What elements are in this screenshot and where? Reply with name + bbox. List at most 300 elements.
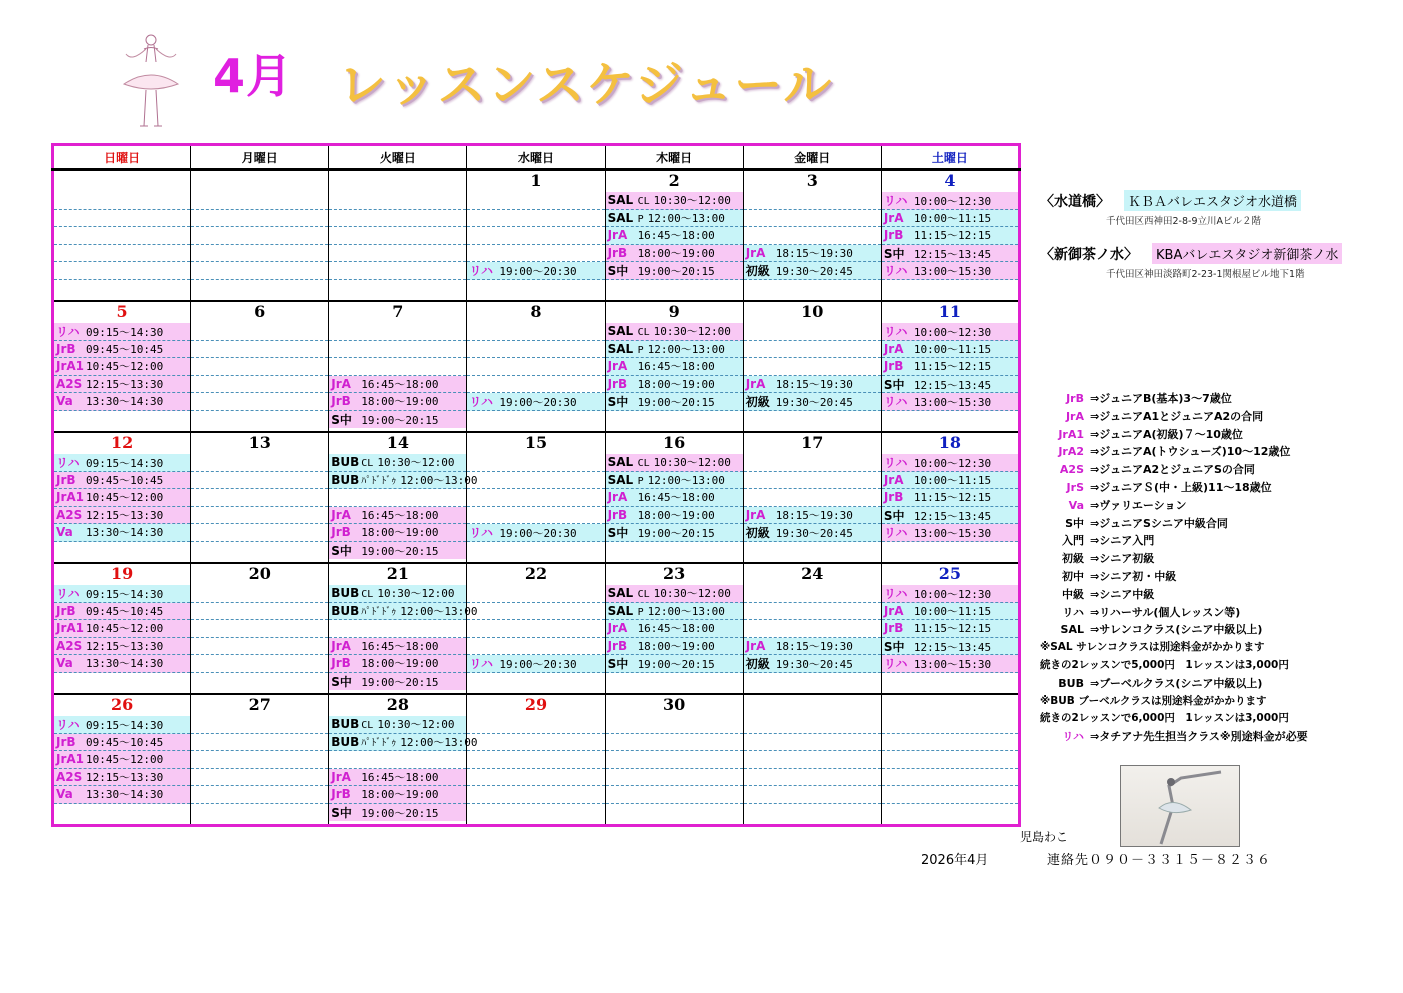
class-code: A2S xyxy=(56,507,83,522)
legend-code: 初級 xyxy=(1062,552,1084,566)
time-slot xyxy=(54,786,190,804)
time-slot xyxy=(882,245,1018,263)
day-cell xyxy=(329,694,478,826)
time-slot xyxy=(191,472,328,490)
legend-description: ※SAL サレンコクラスは別途料金がかかります xyxy=(1040,641,1265,654)
time-slot xyxy=(191,262,328,280)
class-code: A2S xyxy=(56,376,83,391)
class-time: 12:15～13:30 xyxy=(86,770,164,784)
time-slot xyxy=(467,393,604,411)
time-slot xyxy=(467,507,604,525)
class-code: リハ xyxy=(56,718,80,732)
time-slot xyxy=(54,734,190,752)
class-code: リハ xyxy=(883,194,908,208)
time-slot xyxy=(191,734,328,752)
legend-row xyxy=(1040,461,1370,479)
class-time: 19:00～20:30 xyxy=(499,658,577,671)
time-slot xyxy=(744,245,881,263)
time-slot xyxy=(467,280,604,298)
time-slot xyxy=(467,358,604,376)
class-time: 18:15～19:30 xyxy=(775,639,853,653)
class-time: 10:30～12:00 xyxy=(377,718,455,731)
studio-info xyxy=(1040,190,1301,227)
time-slot xyxy=(54,210,190,228)
class-subtype: CL xyxy=(637,458,650,469)
time-slot xyxy=(329,341,466,359)
class-time: 10:00～12:30 xyxy=(913,588,992,601)
class-time: 19:00～20:30 xyxy=(499,396,577,409)
weekday-header: 日曜日 xyxy=(53,145,191,170)
class-code: JrA xyxy=(607,359,628,373)
day-cell xyxy=(467,170,605,302)
time-slot xyxy=(606,655,743,673)
time-slot xyxy=(329,786,466,804)
class-code: JrA1 xyxy=(56,490,85,504)
week-row xyxy=(53,170,1020,302)
time-slot xyxy=(191,454,328,472)
time-slot xyxy=(606,393,743,411)
time-slot xyxy=(606,489,743,507)
time-slot xyxy=(744,786,881,804)
class-time: 10:30～12:00 xyxy=(377,456,455,469)
class-code: JrA xyxy=(331,507,351,522)
time-slot xyxy=(54,472,190,490)
class-subtype: CL xyxy=(637,589,650,600)
class-time: 12:00～13:00 xyxy=(647,473,725,487)
legend-row xyxy=(1040,639,1370,657)
time-slot xyxy=(467,376,604,394)
legend-code: リハ xyxy=(1062,730,1084,744)
time-slot xyxy=(467,341,604,359)
class-code: JrA xyxy=(331,769,351,784)
legend-code: Va xyxy=(1068,498,1084,512)
legend-description: ※BUB ブーベルクラスは別途料金がかかります xyxy=(1040,694,1267,707)
time-slot xyxy=(606,603,743,621)
class-subtype: ﾊﾟﾄﾞﾄﾞｩ xyxy=(361,475,397,487)
class-time: 12:15～13:45 xyxy=(913,640,992,654)
class-code: Va xyxy=(56,656,73,670)
time-slot xyxy=(54,411,190,429)
day-cell xyxy=(191,432,329,563)
time-slot xyxy=(882,769,1018,787)
time-slot xyxy=(882,489,1018,507)
class-code: JrB xyxy=(883,621,904,635)
class-time: 18:00～19:00 xyxy=(361,788,439,801)
time-slot xyxy=(54,603,190,621)
class-subtype: P xyxy=(637,344,644,356)
studio-badge: 〈新御茶ノ水〉 xyxy=(1040,247,1138,263)
day-number: 25 xyxy=(938,564,962,583)
issue-date: 2026年4月 xyxy=(921,853,989,868)
month-title: 4月 xyxy=(213,49,294,103)
class-time: 09:45～10:45 xyxy=(86,735,164,749)
class-time: 13:30～14:30 xyxy=(86,788,164,801)
class-code: JrB xyxy=(331,525,351,539)
time-slot xyxy=(606,751,743,769)
time-slot xyxy=(882,734,1018,752)
time-slot xyxy=(744,734,881,752)
class-code: S中 xyxy=(331,805,352,820)
class-time: 19:00～20:15 xyxy=(637,527,715,540)
time-slot xyxy=(329,673,466,691)
day-number: 19 xyxy=(110,564,134,583)
time-slot xyxy=(467,716,604,734)
class-code: JrA1 xyxy=(56,752,85,766)
class-code: JrA xyxy=(883,341,904,356)
time-slot xyxy=(744,393,881,411)
class-subtype: CL xyxy=(361,458,374,469)
time-slot xyxy=(882,472,1018,490)
class-subtype: CL xyxy=(637,327,650,338)
class-subtype: CL xyxy=(361,589,374,600)
legend-code: 中級 xyxy=(1062,587,1084,601)
day-number: 10 xyxy=(801,302,824,321)
class-time: 09:45～10:45 xyxy=(86,473,164,487)
class-code: Va xyxy=(56,787,73,801)
class-code: リハ xyxy=(883,657,908,671)
time-slot xyxy=(882,673,1018,691)
day-cell xyxy=(53,170,191,302)
class-code: リハ xyxy=(469,264,494,278)
class-code: リハ xyxy=(469,526,494,540)
time-slot xyxy=(467,262,604,280)
class-time: 19:30～20:45 xyxy=(775,658,853,671)
class-code: BUB xyxy=(331,603,360,618)
legend-row xyxy=(1040,586,1370,604)
studio-badge: 〈水道橋〉 xyxy=(1040,194,1110,210)
time-slot xyxy=(882,585,1018,603)
week-row xyxy=(53,301,1020,432)
time-slot xyxy=(329,376,466,394)
time-slot xyxy=(329,734,478,752)
time-slot xyxy=(329,716,466,734)
day-cell xyxy=(191,694,329,826)
time-slot xyxy=(606,734,743,752)
weekday-header: 月曜日 xyxy=(191,145,329,170)
time-slot xyxy=(467,411,604,429)
legend-description: ⇒ジュニアSシニア中級合同 xyxy=(1090,516,1228,530)
time-slot xyxy=(744,262,881,280)
class-time: 19:00～20:30 xyxy=(499,527,577,540)
time-slot xyxy=(329,507,466,525)
time-slot xyxy=(606,358,743,376)
time-slot xyxy=(191,192,328,210)
legend-description: ⇒リハーサル(個人レッスン等) xyxy=(1090,605,1241,619)
day-number: 20 xyxy=(248,564,271,583)
class-code: BUB xyxy=(331,455,360,469)
day-cell xyxy=(53,694,191,826)
class-time: 12:15～13:45 xyxy=(913,509,992,523)
legend-row xyxy=(1040,693,1370,711)
class-code: BUB xyxy=(331,734,360,749)
class-time: 16:45～18:00 xyxy=(361,508,439,522)
time-slot xyxy=(329,454,466,472)
class-time: 10:45～12:00 xyxy=(86,491,164,504)
week-row xyxy=(53,432,1020,563)
time-slot xyxy=(191,786,328,804)
time-slot xyxy=(606,638,743,656)
time-slot xyxy=(54,262,190,280)
time-slot xyxy=(606,804,743,822)
time-slot xyxy=(54,620,190,638)
day-cell xyxy=(743,563,881,694)
time-slot xyxy=(467,585,604,603)
studio-name: KBAバレエスタジオ新御茶ノ水 xyxy=(1152,243,1342,264)
class-time: 18:15～19:30 xyxy=(775,246,853,260)
ballerina-illustration xyxy=(118,32,184,130)
legend-row xyxy=(1040,426,1370,444)
time-slot xyxy=(329,638,466,656)
legend-description: 続きの2レッスンで5,000円 1レッスンは3,000円 xyxy=(1040,658,1289,671)
class-subtype: P xyxy=(637,475,644,487)
time-slot xyxy=(882,358,1018,376)
legend-row xyxy=(1040,479,1370,497)
class-time: 12:00～13:00 xyxy=(400,735,478,749)
time-slot xyxy=(882,524,1018,542)
class-code: JrB xyxy=(607,245,628,260)
class-time: 12:15～13:45 xyxy=(913,378,992,392)
legend-code: JrA xyxy=(1065,409,1084,423)
class-code: SAL xyxy=(607,586,634,600)
class-code: S中 xyxy=(331,674,352,689)
day-number: 30 xyxy=(663,695,686,714)
class-code: S中 xyxy=(331,412,352,427)
class-code: JrA xyxy=(745,638,766,653)
studio-name: ＫＢＡバレエスタジオ水道橋 xyxy=(1124,190,1301,211)
time-slot xyxy=(882,323,1018,341)
time-slot xyxy=(329,620,466,638)
class-time: 18:00～19:00 xyxy=(637,508,715,522)
time-slot xyxy=(191,323,328,341)
class-time: 18:00～19:00 xyxy=(637,639,715,653)
time-slot xyxy=(606,210,743,228)
time-slot xyxy=(744,411,881,429)
time-slot xyxy=(882,603,1018,621)
time-slot xyxy=(329,542,466,560)
class-time: 10:30～12:00 xyxy=(653,456,731,469)
time-slot xyxy=(191,524,328,542)
class-time: 18:00～19:00 xyxy=(361,526,439,539)
time-slot xyxy=(744,358,881,376)
class-time: 13:00～15:30 xyxy=(913,396,992,409)
class-code: JrA xyxy=(745,245,766,260)
time-slot xyxy=(744,751,881,769)
day-cell xyxy=(329,563,478,694)
time-slot xyxy=(882,655,1018,673)
day-number: 22 xyxy=(524,564,548,583)
time-slot xyxy=(744,472,881,490)
legend-row xyxy=(1040,497,1370,515)
day-cell xyxy=(53,301,191,432)
legend-code: BUB xyxy=(1058,676,1084,690)
class-code: リハ xyxy=(883,264,908,278)
legend-code: 入門 xyxy=(1062,534,1084,548)
legend-description: ⇒ジュニアB(基本)3～7歳位 xyxy=(1090,392,1232,405)
class-code: JrA xyxy=(331,638,351,653)
day-number: 4 xyxy=(944,171,956,190)
class-time: 18:15～19:30 xyxy=(775,377,853,391)
time-slot xyxy=(744,638,881,656)
day-number xyxy=(329,171,466,192)
time-slot xyxy=(744,341,881,359)
class-time: 09:15～14:30 xyxy=(86,326,164,339)
day-cell xyxy=(467,563,605,694)
class-code: SAL xyxy=(607,341,634,356)
class-code: リハ xyxy=(883,587,908,601)
time-slot xyxy=(744,655,881,673)
class-code: SAL xyxy=(607,193,634,207)
legend-row xyxy=(1040,443,1370,461)
time-slot xyxy=(54,585,190,603)
class-time: 16:45～18:00 xyxy=(361,377,439,391)
class-time: 19:00～20:15 xyxy=(361,675,439,689)
time-slot xyxy=(882,638,1018,656)
class-code: BUB xyxy=(331,717,360,731)
class-time: 10:00～11:15 xyxy=(913,342,992,356)
time-slot xyxy=(54,638,190,656)
class-code: JrB xyxy=(56,603,76,618)
time-slot xyxy=(329,655,466,673)
studio-address: 千代田区神田淡路町2-23-1関根屋ビル地下1階 xyxy=(1106,269,1305,280)
legend-description: ⇒ジュニアA(トウシューズ)10～12歳位 xyxy=(1090,445,1291,459)
class-code: S中 xyxy=(607,657,629,671)
time-slot xyxy=(54,655,190,673)
day-cell xyxy=(605,301,743,432)
legend-row xyxy=(1040,390,1370,408)
instructor-name: 児島わこ xyxy=(1020,830,1069,844)
day-cell xyxy=(53,563,191,694)
class-code: リハ xyxy=(56,587,80,601)
time-slot xyxy=(882,620,1018,638)
time-slot xyxy=(744,716,881,734)
time-slot xyxy=(329,323,466,341)
class-time: 18:15～19:30 xyxy=(775,508,853,522)
time-slot xyxy=(744,323,881,341)
time-slot xyxy=(467,638,604,656)
time-slot xyxy=(329,358,466,376)
class-code: JrA1 xyxy=(56,359,85,373)
day-cell xyxy=(605,432,743,563)
legend-row xyxy=(1040,604,1370,622)
time-slot xyxy=(467,751,604,769)
class-time: 13:30～14:30 xyxy=(86,657,164,670)
class-time: 11:15～12:15 xyxy=(913,622,992,635)
legend-row xyxy=(1040,515,1370,533)
class-time: 19:30～20:45 xyxy=(775,396,853,409)
time-slot xyxy=(191,227,328,245)
time-slot xyxy=(606,620,743,638)
day-cell xyxy=(329,301,467,432)
class-code: JrB xyxy=(331,656,351,670)
day-number: 6 xyxy=(254,302,266,321)
ballet-photo xyxy=(1120,765,1240,847)
page-title: レッスンスケジュール xyxy=(338,57,834,113)
class-code: A2S xyxy=(56,638,83,653)
class-code: BUB xyxy=(331,586,360,600)
legend-code: リハ xyxy=(1062,605,1084,619)
time-slot xyxy=(54,376,190,394)
time-slot xyxy=(882,507,1018,525)
time-slot xyxy=(744,489,881,507)
class-time: 19:30～20:45 xyxy=(775,265,853,278)
class-time: 10:00～12:30 xyxy=(913,195,992,208)
day-number: 28 xyxy=(386,695,409,714)
time-slot xyxy=(882,454,1018,472)
time-slot xyxy=(467,620,604,638)
class-time: 11:15～12:15 xyxy=(913,229,992,242)
class-time: 10:45～12:00 xyxy=(86,622,164,635)
legend-description: ⇒シニア初級 xyxy=(1090,552,1155,566)
class-time: 19:00～20:15 xyxy=(361,544,439,558)
class-code: JrA xyxy=(607,228,628,242)
time-slot xyxy=(191,280,328,298)
day-cell xyxy=(881,694,1019,826)
day-cell xyxy=(743,170,881,302)
legend-description: ⇒ブーベルクラス(シニア中級以上) xyxy=(1090,676,1263,690)
time-slot xyxy=(54,489,190,507)
class-code: S中 xyxy=(331,543,352,558)
class-legend xyxy=(1040,390,1370,746)
class-time: 19:30～20:45 xyxy=(775,527,853,540)
legend-row xyxy=(1040,550,1370,568)
time-slot xyxy=(744,542,881,560)
class-code: リハ xyxy=(56,325,80,339)
time-slot xyxy=(54,454,190,472)
class-code: S中 xyxy=(607,395,629,409)
class-code: Va xyxy=(56,525,73,539)
time-slot xyxy=(54,341,190,359)
class-time: 12:00～13:00 xyxy=(400,604,478,618)
time-slot xyxy=(744,210,881,228)
class-code: JrB xyxy=(56,341,76,356)
legend-description: ⇒シニア初・中級 xyxy=(1090,569,1177,583)
time-slot xyxy=(467,655,604,673)
day-number: 15 xyxy=(524,433,548,452)
time-slot xyxy=(606,262,743,280)
day-number: 17 xyxy=(801,433,824,452)
time-slot xyxy=(606,585,743,603)
class-code: JrB xyxy=(56,472,76,487)
class-time: 10:30～12:00 xyxy=(653,325,731,338)
day-cell xyxy=(467,694,605,826)
legend-row xyxy=(1040,675,1370,693)
time-slot xyxy=(54,323,190,341)
time-slot xyxy=(329,769,466,787)
day-number: 21 xyxy=(386,564,409,583)
time-slot xyxy=(606,786,743,804)
class-time: 09:15～14:30 xyxy=(86,588,164,601)
day-cell xyxy=(881,301,1019,432)
day-cell xyxy=(881,170,1019,302)
class-code: SAL xyxy=(607,603,634,618)
class-time: 19:00～20:15 xyxy=(361,806,439,820)
studio-info xyxy=(1040,243,1342,280)
time-slot xyxy=(467,210,604,228)
time-slot xyxy=(467,542,604,560)
class-code: S中 xyxy=(607,264,629,278)
class-code: JrB xyxy=(607,376,628,391)
time-slot xyxy=(606,341,743,359)
time-slot xyxy=(467,769,604,787)
day-cell xyxy=(881,563,1019,694)
time-slot xyxy=(191,655,328,673)
time-slot xyxy=(882,411,1018,429)
time-slot xyxy=(882,786,1018,804)
class-time: 13:00～15:30 xyxy=(913,527,992,540)
time-slot xyxy=(54,393,190,411)
day-number: 27 xyxy=(248,695,271,714)
time-slot xyxy=(191,751,328,769)
